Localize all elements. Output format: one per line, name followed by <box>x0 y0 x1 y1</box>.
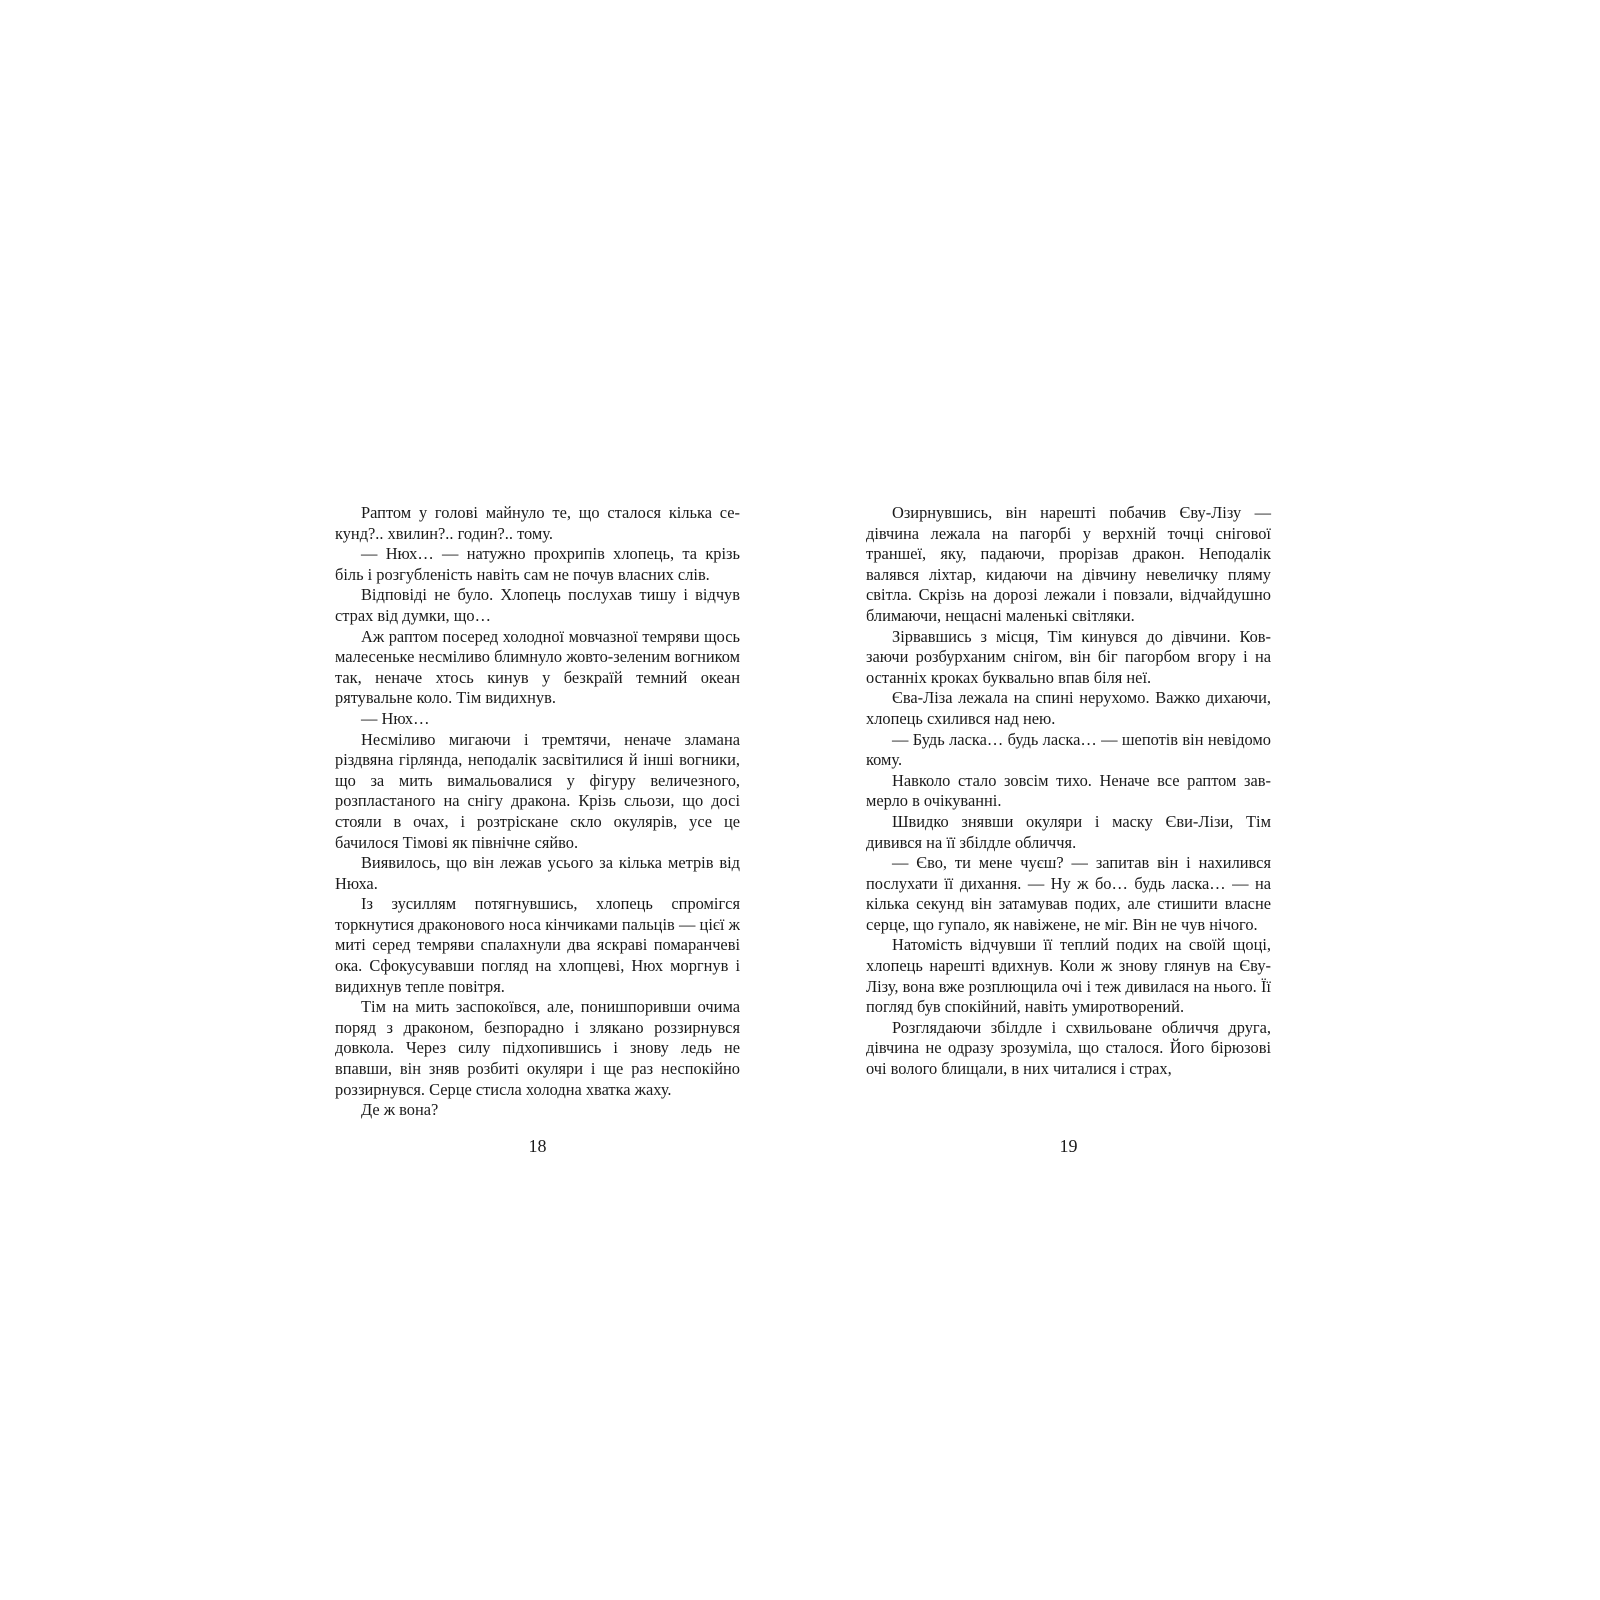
paragraph: Тім на мить заспокоївся, але, понишпоривши очима поряд з драконом, безпорадно і злякано роззирнувся довкола. Через силу підхопившись і знову ледь не впавши, він зняв розбиті окуляри і ще раз неспокійно роззирнувся. Серце стисла холодна хватка жаху. <box>335 997 740 1099</box>
paragraph: Натомість відчувши її теплий подих на своїй щоці, хлопець нарешті вдихнув. Коли ж знову глянув на Єву-Лізу, вона вже розплющила очі і теж дивилася на нього. Її погляд був спокійний, навіть умиротворений. <box>866 935 1271 1017</box>
paragraph: Із зусиллям потягнувшись, хлопець спромігся торкнутися драконового носа кінчиками пальців — цієї ж миті серед темряви спалахнули два яскраві помаранчеві ока. Сфокусувавши погляд на хлопцеві, Нюх моргнув і видихнув тепле повітря. <box>335 894 740 996</box>
paragraph: Єва-Ліза лежала на спині нерухомо. Важко дихаючи, хлопець схилився над нею. <box>866 688 1271 728</box>
left-page-number: 18 <box>528 1136 547 1156</box>
right-page-text <box>866 503 1271 1080</box>
paragraph: Аж раптом посеред холодної мовчазної темряви щось малесеньке несміливо блимнуло жовто-зеленим вогником так, неначе хтось кинув у безкраїй темний океан рятувальне коло. Тім видихнув. <box>335 626 740 708</box>
paragraph: — Єво, ти мене чуєш? — запитав він і нахилився послухати її дихання. — Ну ж бо… будь ласка… — на кілька секунд він затамував подих, але стишити власне серце, що гупало, як навіжене, не міг. Він не чув нічого. <box>866 853 1271 934</box>
paragraph: Зірвавшись з місця, Тім кинувся до дівчини. Ковзаючи розбурханим снігом, він біг пагорбом вгору і на останніх кроках буквально впав біля неї. <box>866 626 1271 687</box>
right-page <box>866 503 1271 1080</box>
right-page-number: 19 <box>1059 1136 1078 1156</box>
paragraph: — Нюх… — натужно прохрипів хлопець, та крізь біль і розгубленість навіть сам не почув власних слів. <box>335 544 740 584</box>
paragraph: Навколо стало зовсім тихо. Неначе все раптом завмерло в очікуванні. <box>866 770 1271 811</box>
left-page <box>335 503 740 1121</box>
paragraph: Виявилось, що він лежав усього за кілька метрів від Нюха. <box>335 853 740 893</box>
left-page-text <box>335 503 740 1121</box>
paragraph: Відповіді не було. Хлопець послухав тишу і відчув страх від думки, що… <box>335 585 740 625</box>
paragraph: — Нюх… <box>361 708 430 728</box>
paragraph: — Будь ласка… будь ласка… — шепотів він невідомо кому. <box>866 729 1271 770</box>
paragraph: Розглядаючи збілдле і схвильоване обличчя друга, дівчина не одразу зрозуміла, що сталося. Його бірюзові очі волого блищали, в них читалися і страх, <box>866 1017 1271 1079</box>
paragraph: Озирнувшись, він нарешті побачив Єву-Лізу — дівчина лежала на пагорбі у верхній точці снігової траншеї, яку, падаючи, прорізав дракон. Неподалік валявся ліхтар, кидаючи на дівчину невеличку пляму світла. Скрізь на дорозі лежали і повзали, відчайдушно блимаючи, нещасні маленькі світляки. <box>866 503 1271 625</box>
paragraph: Швидко знявши окуляри і маску Єви-Лізи, Тім дивився на її збілдле обличчя. <box>866 811 1271 852</box>
paragraph: Несміливо мигаючи і тремтячи, неначе зламана різдвяна гірлянда, неподалік засвітилися й інші вогники, що за мить вимальовалися у фігуру величезного, розпластаного на снігу дракона. Крізь сльози, що досі стояли в очах, і розтріскане скло окулярів, усе це бачилося Тімові як північне сяйво. <box>335 729 740 852</box>
paragraph: Раптом у голові майнуло те, що сталося кілька секунд?.. хвилин?.. годин?.. тому. <box>335 503 740 543</box>
paragraph: Де ж вона? <box>361 1100 439 1120</box>
